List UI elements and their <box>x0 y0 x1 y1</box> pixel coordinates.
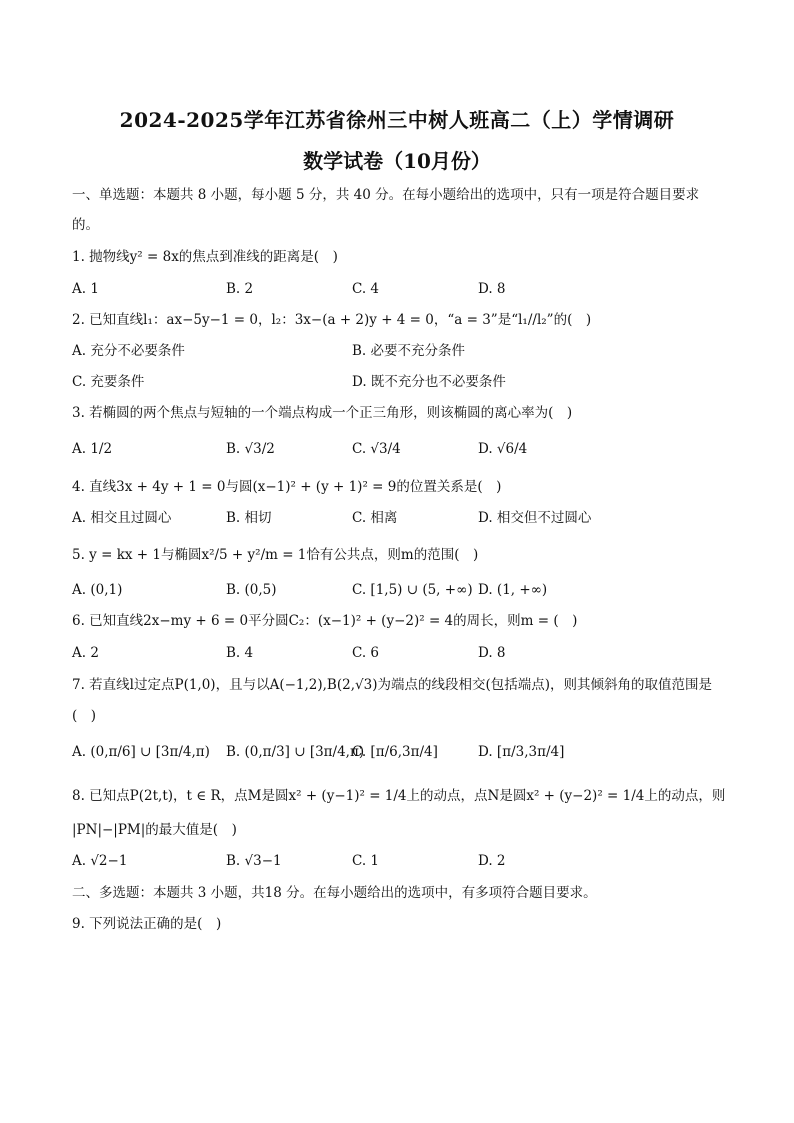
q3-option-d: D. √6/4 <box>478 441 528 457</box>
q7-option-d: D. [π/3,3π/4] <box>478 744 565 760</box>
question-1-stem: 1. 抛物线y² = 8x的焦点到准线的距离是( ) <box>72 249 338 265</box>
page-subtitle: 数学试卷（10月份） <box>303 149 491 173</box>
q2-option-b: B. 必要不充分条件 <box>352 343 466 359</box>
q5-option-a: A. (0,1) <box>72 582 123 598</box>
q4-option-a: A. 相交且过圆心 <box>72 510 172 526</box>
q5-option-c: C. [1,5) ∪ (5, +∞) <box>352 582 473 598</box>
question-7-stem-cont: ( ) <box>72 708 97 724</box>
q3-option-c: C. √3/4 <box>352 441 401 457</box>
page-title: 2024-2025学年江苏省徐州三中树人班高二（上）学情调研 <box>119 108 675 132</box>
q3-option-a: A. 1/2 <box>72 441 113 457</box>
q7-option-b: B. (0,π/3] ∪ [3π/4,π) <box>226 744 365 760</box>
question-2-stem: 2. 已知直线l₁：ax−5y−1 = 0，l₂：3x−(a + 2)y + 4 = 0，“a = 3”是“l₁//l₂”的( ) <box>72 312 592 328</box>
question-7-stem: 7. 若直线l过定点P(1,0)，且与以A(−1,2),B(2,√3)为端点的线段相交(包括端点)，则其倾斜角的取值范围是 <box>72 677 712 693</box>
q6-option-c: C. 6 <box>352 645 380 661</box>
question-3-stem: 3. 若椭圆的两个焦点与短轴的一个端点构成一个正三角形，则该椭圆的离心率为( ) <box>72 405 573 421</box>
question-8-stem-cont: |PN|−|PM|的最大值是( ) <box>72 822 237 838</box>
q2-option-c: C. 充要条件 <box>72 374 145 390</box>
q1-option-a: A. 1 <box>72 281 99 297</box>
q4-option-c: C. 相离 <box>352 510 398 526</box>
section2-heading: 二、多选题：本题共 3 小题，共18 分。在每小题给出的选项中，有多项符合题目要求。 <box>72 885 597 901</box>
q6-option-d: D. 8 <box>478 645 506 661</box>
q7-option-c: C. [π/6,3π/4] <box>352 744 438 760</box>
question-4-stem: 4. 直线3x + 4y + 1 = 0与圆(x−1)² + (y + 1)² = 9的位置关系是( ) <box>72 479 502 495</box>
q8-option-a: A. √2−1 <box>72 853 128 869</box>
q8-option-d: D. 2 <box>478 853 506 869</box>
q5-option-b: B. (0,5) <box>226 582 277 598</box>
section1-heading: 一、单选题：本题共 8 小题，每小题 5 分，共 40 分。在每小题给出的选项中，只有一项是符合题目要求 <box>72 187 700 203</box>
q2-option-d: D. 既不充分也不必要条件 <box>352 374 506 390</box>
question-8-stem: 8. 已知点P(2t,t)，t ∈ R，点M是圆x² + (y−1)² = 1/4上的动点，点N是圆x² + (y−2)² = 1/4上的动点，则 <box>72 788 726 804</box>
q3-option-b: B. √3/2 <box>226 441 275 457</box>
q7-option-a: A. (0,π/6] ∪ [3π/4,π) <box>72 744 210 760</box>
q6-option-a: A. 2 <box>72 645 99 661</box>
q1-option-d: D. 8 <box>478 281 506 297</box>
question-6-stem: 6. 已知直线2x−my + 6 = 0平分圆C₂：(x−1)² + (y−2)² = 4的周长，则m = ( ) <box>72 613 578 629</box>
q8-option-b: B. √3−1 <box>226 853 282 869</box>
q6-option-b: B. 4 <box>226 645 254 661</box>
q2-option-a: A. 充分不必要条件 <box>72 343 185 359</box>
question-9-stem: 9. 下列说法正确的是( ) <box>72 916 222 932</box>
question-5-stem: 5. y = kx + 1与椭圆x²/5 + y²/m = 1恰有公共点，则m的范围( ) <box>72 547 479 563</box>
q4-option-d: D. 相交但不过圆心 <box>478 510 592 526</box>
q1-option-b: B. 2 <box>226 281 254 297</box>
section1-heading-cont: 的。 <box>72 217 99 233</box>
q8-option-c: C. 1 <box>352 853 380 869</box>
q5-option-d: D. (1, +∞) <box>478 582 548 598</box>
q1-option-c: C. 4 <box>352 281 380 297</box>
q4-option-b: B. 相切 <box>226 510 272 526</box>
